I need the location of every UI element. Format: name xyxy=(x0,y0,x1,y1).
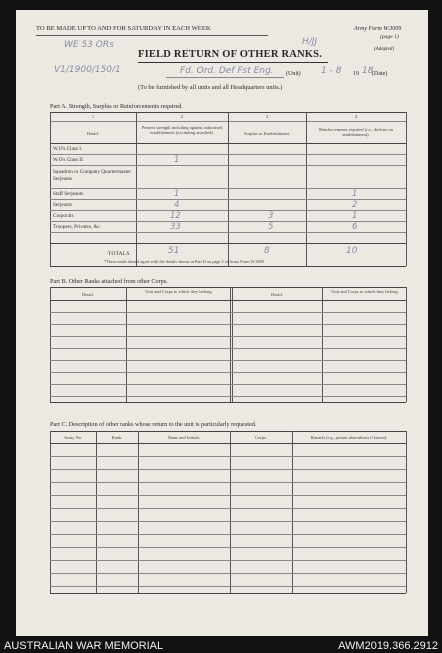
footer-accession-number: AWM2019.366.2912 xyxy=(338,640,438,652)
part-a-heading: Part A. Strength, Surplus or Reinforcements required. xyxy=(50,103,183,110)
part-b-col-header: Unit and Corps to which they belong. xyxy=(145,289,213,294)
part-c-border-right xyxy=(406,431,407,593)
blank-row-rule xyxy=(50,372,406,373)
handwritten-date-year: 18 xyxy=(362,66,374,76)
surplus-value: 3 xyxy=(268,211,274,221)
blank-row-rule xyxy=(50,384,406,385)
form-number: Army Form W.3009 xyxy=(354,26,402,32)
blank-row-rule xyxy=(50,396,406,397)
blank-row-rule xyxy=(50,348,406,349)
part-c-bottom-rule xyxy=(50,593,406,594)
part-c-col-header: Corps. xyxy=(255,435,267,440)
blank-row-rule xyxy=(50,534,406,535)
blank-row-rule xyxy=(50,495,406,496)
reinforcement-value: 1 xyxy=(352,211,358,221)
form-top-line: TO BE MADE UP TO AND FOR SATURDAY IN EACH WEEK xyxy=(36,25,211,32)
part-b-col-header: Detail. xyxy=(81,292,95,297)
footer-institution: AUSTRALIAN WAR MEMORIAL xyxy=(4,640,164,652)
part-b-top-rule xyxy=(50,287,406,288)
part-b-heading: Part B. Other Ranks attached from other Corps. xyxy=(50,278,168,285)
part-a-col-number: 2 xyxy=(180,114,184,119)
part-a-col-header: Detail. xyxy=(86,131,100,136)
total-surplus: 8 xyxy=(264,246,270,256)
blank-row-rule xyxy=(50,456,406,457)
strength-value: 1 xyxy=(174,189,180,199)
part-a-row-label: Squadron or Company Quartermaster Serjeants xyxy=(53,169,131,182)
part-a-row-label: W.O's Class I. xyxy=(53,146,83,152)
top-line-rule xyxy=(36,35,268,36)
part-c-header-rule xyxy=(50,443,406,444)
handwritten-date: 1 - 8 xyxy=(321,66,342,76)
part-b-col-header: Unit and Corps to which they belong. xyxy=(331,289,399,294)
handwritten-unit-name: Fd. Ord. Def Fst Eng. xyxy=(180,66,274,76)
form-title: FIELD RETURN OF OTHER RANKS. xyxy=(138,49,323,60)
blank-row-rule xyxy=(50,573,406,574)
blank-row-rule xyxy=(50,521,406,522)
reinforcement-value: 2 xyxy=(352,200,358,210)
strength-value: 33 xyxy=(170,222,181,232)
part-a-border-right xyxy=(406,112,407,266)
blank-row-rule xyxy=(50,482,406,483)
form-page-label: (page 1) xyxy=(380,34,399,40)
part-a-col-number: 3 xyxy=(265,114,269,119)
part-a-col-header: Surplus to Establishment. xyxy=(243,131,291,136)
title-underline xyxy=(138,62,328,63)
reinforcement-value: 1 xyxy=(352,189,358,199)
strength-value: 4 xyxy=(174,200,180,210)
blank-row-rule xyxy=(50,586,406,587)
part-c-top-rule xyxy=(50,431,406,432)
part-a-row-label: Serjeants xyxy=(53,202,73,208)
strength-value: 1 xyxy=(174,155,180,165)
blank-row-rule xyxy=(50,547,406,548)
total-strength: 51 xyxy=(168,246,180,256)
part-b-header-rule xyxy=(50,300,406,301)
unit-label: (Unit) xyxy=(286,71,301,77)
part-b-bottom-rule xyxy=(50,402,406,403)
part-a-row-label: Staff Serjeants xyxy=(53,191,84,197)
handwritten-reference-code: V1/1900/150/1 xyxy=(54,65,121,75)
part-a-row-rule xyxy=(50,154,406,155)
totals-label: TOTALS xyxy=(108,251,130,257)
part-c-col-header: Name and Initials. xyxy=(167,435,201,440)
strength-value: 12 xyxy=(170,211,181,221)
part-a-bottom-rule xyxy=(50,266,406,267)
surplus-value: 5 xyxy=(268,222,274,232)
part-a-row-rule xyxy=(50,232,406,233)
date-label: (Date) xyxy=(372,71,388,77)
part-a-row-label: Corporals xyxy=(53,213,74,219)
part-c-col-header: Army No. xyxy=(63,435,83,440)
part-b-col-header: Detail. xyxy=(270,292,284,297)
form-adapted-label: (Adapted) xyxy=(374,47,394,52)
part-c-col-header: Rank. xyxy=(111,435,123,440)
blank-row-rule xyxy=(50,312,406,313)
part-a-row-label: Troopers, Privates, &c. xyxy=(53,224,102,230)
part-c-heading: Part C. Description of other ranks whose return to the unit is particularly requested. xyxy=(50,421,257,428)
blank-row-rule xyxy=(50,508,406,509)
handwritten-reference-top: WE 53 ORs xyxy=(64,40,114,50)
part-b-border-right xyxy=(406,287,407,402)
furnish-note: (To be furnished by all units and all Headquarters units.) xyxy=(138,84,283,91)
part-a-col-header: Present strength including against authorised establishment (excluding attached). xyxy=(141,125,223,136)
date-year-prefix: 19 xyxy=(353,71,359,77)
totals-note: *These totals should agree with the details shown in Part D on page 2 of Army Form W.3009. xyxy=(104,259,265,264)
part-a-col-number: 1 xyxy=(91,114,95,119)
blank-row-rule xyxy=(50,360,406,361)
part-a-row-label: W.O's Class II. xyxy=(53,157,85,163)
blank-row-rule xyxy=(50,560,406,561)
part-a-col-header: Reinforcements required (i.e., deficits on establishment). xyxy=(319,127,393,138)
unit-field-line xyxy=(166,77,284,78)
blank-row-rule xyxy=(50,469,406,470)
reinforcement-value: 6 xyxy=(352,222,358,232)
part-a-col-number: 4 xyxy=(354,114,358,119)
part-c-col-header: Remarks (e.g., present whereabouts if known). xyxy=(310,435,388,440)
handwritten-initials: H/JJ xyxy=(302,37,318,47)
form-page xyxy=(16,10,428,636)
part-a-row-rule xyxy=(50,165,406,166)
total-reinforcements: 10 xyxy=(346,246,358,256)
blank-row-rule xyxy=(50,336,406,337)
blank-row-rule xyxy=(50,324,406,325)
part-a-totals-rule xyxy=(50,243,406,244)
